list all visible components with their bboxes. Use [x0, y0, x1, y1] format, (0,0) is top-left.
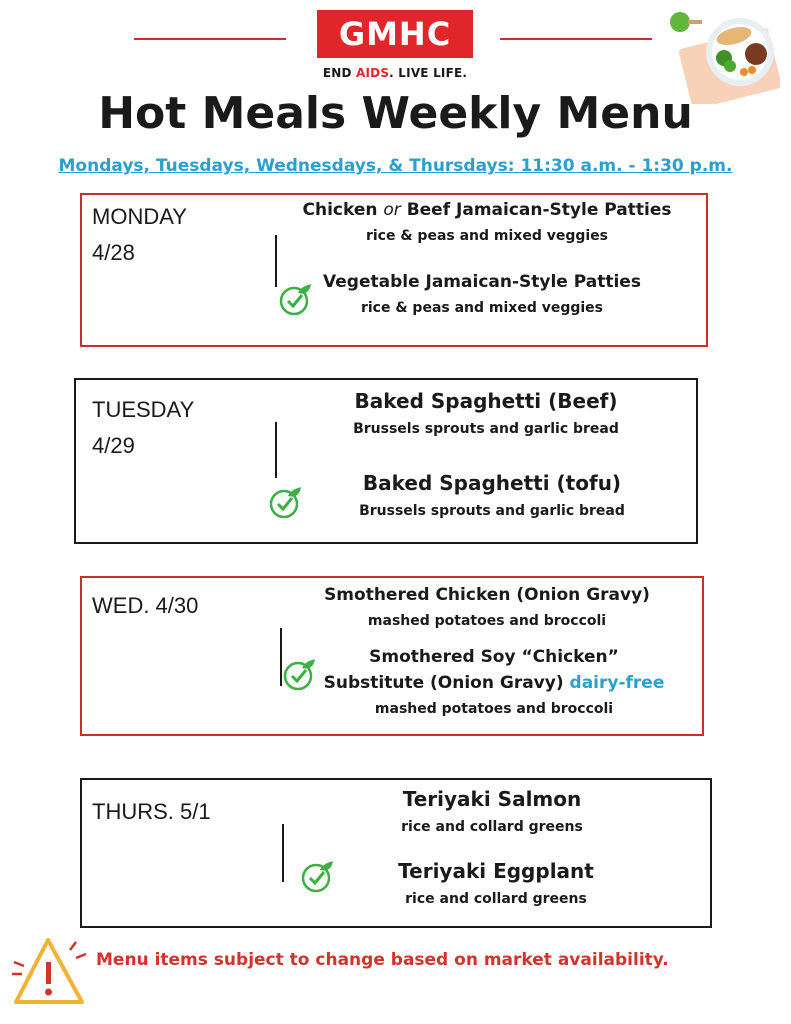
monday-dish-1	[262, 197, 712, 249]
warning-icon	[10, 932, 90, 1012]
monday-day-name: MONDAY	[92, 204, 187, 229]
tagline	[300, 66, 490, 80]
tuesday-day-label	[92, 392, 194, 464]
monday-date: 4/28	[92, 240, 135, 265]
wednesday-dish-2-side: mashed potatoes and broccoli	[374, 701, 614, 717]
tuesday-dish-2-title: Baked Spaghetti (tofu)	[362, 471, 622, 495]
page-title: Hot Meals Weekly Menu	[98, 88, 693, 139]
thursday-divider	[282, 824, 284, 882]
tuesday-dish-2	[302, 468, 682, 524]
monday-dish-2-side: rice & peas and mixed veggies	[360, 300, 604, 316]
monday-dish-2	[292, 269, 672, 321]
tuesday-dish-2-side: Brussels sprouts and garlic bread	[359, 503, 625, 519]
tuesday-dish-1	[296, 386, 676, 442]
gmhc-logo: GMHC	[317, 10, 473, 58]
thursday-dish-1-side: rice and collard greens	[401, 819, 583, 835]
wednesday-dish-1-side: mashed potatoes and broccoli	[367, 613, 607, 629]
thursday-dish-1-title: Teriyaki Salmon	[402, 787, 582, 811]
wednesday-dish-1	[282, 582, 692, 634]
thursday-menu-box	[80, 778, 712, 928]
availability-notice: Menu items subject to change based on market availability.	[96, 950, 669, 970]
wednesday-day-label: WED. 4/30	[92, 593, 199, 618]
monday-dish-1-a: Chicken	[302, 200, 384, 220]
wednesday-dish-1-title: Smothered Chicken (Onion Gravy)	[324, 585, 650, 605]
header-rule-right	[500, 38, 652, 40]
leaf-check-icon	[268, 486, 302, 520]
tuesday-dish-1-title: Baked Spaghetti (Beef)	[354, 389, 618, 413]
monday-dish-1-title	[262, 197, 712, 223]
monday-dish-1-b: Beef Jamaican-Style Patties	[400, 200, 672, 220]
dairy-free-tag: dairy-free	[569, 673, 665, 693]
monday-dish-1-side: rice & peas and mixed veggies	[365, 228, 609, 244]
thursday-dish-2	[346, 856, 646, 912]
wednesday-menu-box	[80, 576, 704, 736]
monday-menu-box	[80, 193, 708, 347]
tuesday-dish-1-side: Brussels sprouts and garlic bread	[353, 421, 619, 437]
thursday-day-label: THURS. 5/1	[92, 799, 211, 824]
service-hours: Mondays, Tuesdays, Wednesdays, & Thursdays: 11:30 a.m. - 1:30 p.m.	[58, 156, 733, 176]
tuesday-day-name: TUESDAY	[92, 397, 195, 422]
leaf-check-icon	[300, 860, 334, 894]
monday-dish-1-or: or	[383, 200, 401, 220]
monday-day-label	[92, 199, 187, 271]
thursday-dish-2-title: Teriyaki Eggplant	[398, 859, 594, 883]
tagline-end: END	[322, 66, 357, 80]
header-rule-left	[134, 38, 286, 40]
tuesday-menu-box	[74, 378, 698, 544]
wednesday-dish-2-title-2a: Substitute (Onion Gravy)	[323, 673, 570, 693]
wednesday-dish-2-title-2	[294, 670, 694, 696]
tagline-aids: AIDS	[356, 66, 390, 80]
tuesday-divider	[275, 422, 277, 478]
wednesday-dish-2	[294, 644, 694, 722]
thursday-dish-2-side: rice and collard greens	[405, 891, 587, 907]
thursday-dish-1	[342, 784, 642, 840]
monday-dish-2-title: Vegetable Jamaican-Style Patties	[323, 272, 641, 292]
tagline-live-life: . LIVE LIFE.	[389, 66, 468, 80]
wednesday-dish-2-title-1: Smothered Soy “Chicken”	[369, 647, 619, 667]
tuesday-date: 4/29	[92, 433, 135, 458]
